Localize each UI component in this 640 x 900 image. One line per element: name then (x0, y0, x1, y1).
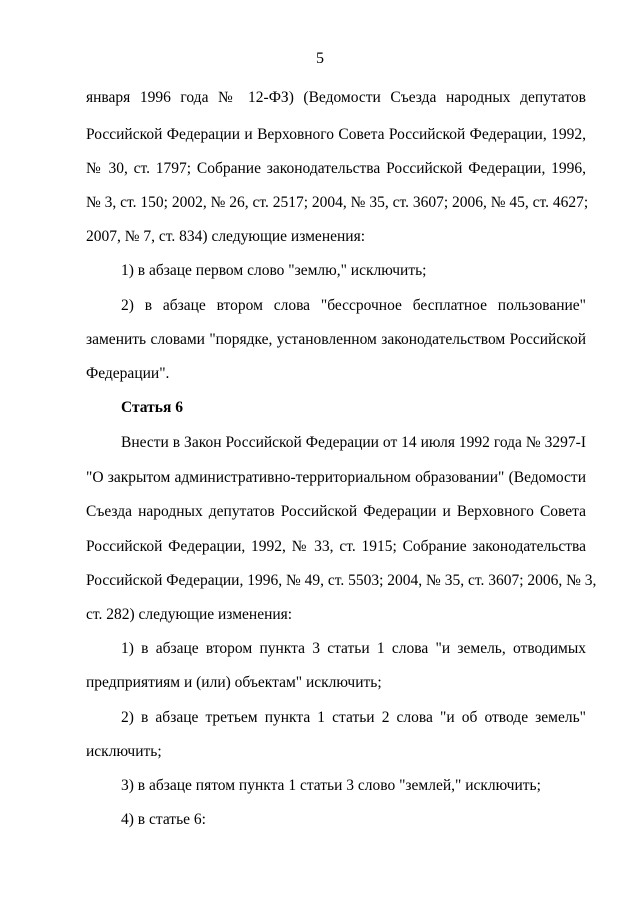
text-line: исключить; (86, 743, 162, 760)
text-line: 3) в абзаце пятом пункта 1 статьи 3 слово "землей," исключить; (121, 777, 541, 794)
text-line: предприятиям и (или) объектам" исключить; (86, 674, 382, 691)
text-line: "О закрытом административно-территориальном образовании" (Ведомости (86, 469, 586, 486)
article-heading: Статья 6 (121, 399, 183, 416)
text-line: Российской Федерации, 1996, № 49, ст. 5503; 2004, № 35, ст. 3607; 2006, № 3, (86, 572, 597, 589)
text-line: 2007, № 7, ст. 834) следующие изменения: (86, 228, 366, 245)
text-line: января 1996 года № 12-ФЗ) (Ведомости Съезда народных депутатов (86, 89, 586, 106)
text-line: № 3, ст. 150; 2002, № 26, ст. 2517; 2004, № 35, ст. 3607; 2006, № 45, ст. 4627; (86, 194, 589, 211)
text-line: Внести в Закон Российской Федерации от 14 июля 1992 года № 3297-I (121, 434, 586, 451)
page-number: 5 (316, 50, 324, 67)
text-line: № 30, ст. 1797; Собрание законодательства Российской Федерации, 1996, (86, 160, 586, 177)
text-line: ст. 282) следующие изменения: (86, 606, 293, 623)
text-line: заменить словами "порядке, установленном законодательством Российской (86, 331, 586, 348)
text-line: 4) в статье 6: (121, 811, 206, 828)
text-line: 1) в абзаце первом слово "землю," исключить; (121, 262, 427, 279)
text-line: 1) в абзаце втором пункта 3 статьи 1 слова "и земель, отводимых (121, 640, 586, 657)
text-line: 2) в абзаце третьем пункта 1 статьи 2 слова "и об отводе земель" (121, 709, 586, 726)
text-line: Российской Федерации, 1992, № 33, ст. 1915; Собрание законодательства (86, 538, 586, 555)
text-line: Съезда народных депутатов Российской Федерации и Верховного Совета (86, 503, 586, 520)
text-line: Федерации". (86, 365, 170, 382)
text-line: 2) в абзаце втором слова "бессрочное бесплатное пользование" (121, 297, 586, 314)
text-line: Российской Федерации и Верховного Совета Российской Федерации, 1992, (86, 126, 586, 143)
